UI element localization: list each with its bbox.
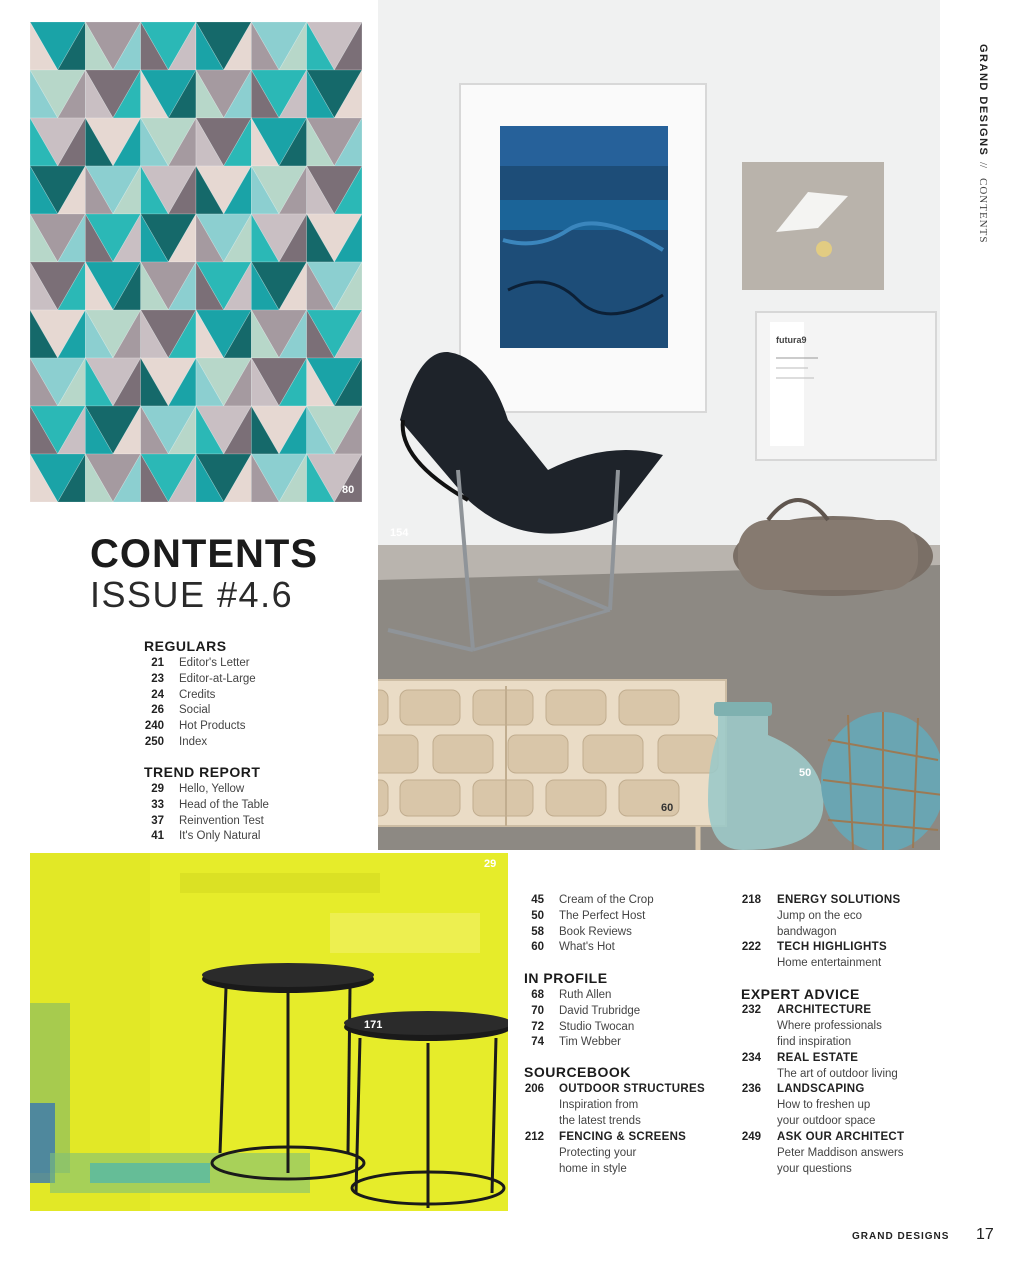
toc-label: Head of the Table [179,798,269,811]
chair-page-label: 154 [390,527,409,539]
yellow-painting-photo [30,853,508,1211]
toc-feature-title: ASK OUR ARCHITECT [777,1131,905,1143]
toc-feature-description: find inspiration [777,1035,852,1048]
toc-feature-title: ENERGY SOLUTIONS [777,894,901,906]
toc-page-number: 60 [531,941,544,954]
issue-subtitle: ISSUE #4.6 [90,574,294,615]
toc-label: Cream of the Crop [559,894,654,906]
toc-feature-title: TECH HIGHLIGHTS [777,941,887,953]
toc-feature-description: Inspiration from [559,1098,639,1111]
toc-label: Studio Twocan [559,1020,635,1033]
poster-brand-text: futura9 [776,335,807,345]
toc-feature-title: ARCHITECTURE [777,1004,872,1016]
toc-page-number: 206 [524,1083,544,1095]
toc-feature-description: the latest trends [559,1114,641,1127]
toc-page-number: 58 [531,925,544,938]
toc-page-number: 37 [151,814,164,827]
toc-feature-description: Protecting your [559,1146,637,1159]
vases-page-label: 50 [799,767,812,779]
toc-page-number: 234 [741,1052,761,1064]
toc-page-number: 212 [524,1131,544,1143]
toc-feature-description: The art of outdoor living [777,1067,898,1080]
side-tables-page-label: 171 [364,1019,383,1031]
trend-report-heading: TREND REPORT [144,764,261,780]
footer-brand: GRAND DESIGNS [852,1231,950,1242]
toc-page-number: 240 [144,720,164,733]
toc-page-number: 24 [151,688,164,701]
side-brand-text: GRAND DESIGNS [977,44,989,157]
toc-page-number: 21 [151,657,164,669]
toc-feature-description: Where professionals [777,1019,882,1032]
toc-page-number: 50 [531,909,544,922]
toc-page-number: 232 [741,1004,761,1016]
toc-page-number: 23 [151,672,164,685]
toc-label: Book Reviews [559,925,632,938]
toc-label: Editor-at-Large [179,672,256,685]
toc-page-number: 222 [741,941,761,953]
toc-feature-description: Home entertainment [777,956,882,969]
sourcebook-heading: SOURCEBOOK [524,1064,631,1080]
in-profile-heading: IN PROFILE [524,970,608,986]
toc-label: It's Only Natural [179,830,261,843]
toc-label: Hello, Yellow [179,783,245,795]
toc-label: Editor's Letter [179,657,250,669]
rug-photo [30,22,362,502]
toc-page-number: 236 [741,1083,761,1095]
rug-page-label: 80 [342,484,355,496]
toc-page-number: 41 [151,830,164,843]
side-separator-text: // [977,162,989,169]
toc-feature-title: FENCING & SCREENS [559,1131,687,1143]
toc-feature-title: OUTDOOR STRUCTURES [559,1083,705,1095]
toc-feature-description: Peter Maddison answers [777,1146,904,1159]
toc-page-number: 74 [531,1036,544,1049]
toc-feature-description: How to freshen up [777,1098,871,1111]
page-number: 17 [976,1226,994,1243]
toc-label: Index [179,736,208,748]
toc-feature-title: LANDSCAPING [777,1083,865,1095]
toc-label: David Trubridge [559,1004,641,1017]
room-photo [378,0,940,850]
toc-page-number: 70 [531,1004,544,1017]
toc-label: Credits [179,688,216,701]
toc-page-number: 249 [741,1131,761,1143]
toc-label: The Perfect Host [559,909,646,922]
regulars-heading: REGULARS [144,638,227,654]
toc-page-number: 33 [151,798,164,811]
toc-feature-description: bandwagon [777,925,837,938]
toc-page-number: 72 [531,1020,544,1033]
toc-page-number: 29 [151,783,164,795]
sideboard-page-label: 60 [661,802,674,814]
toc-label: Tim Webber [559,1036,621,1049]
toc-feature-description: Jump on the eco [777,909,863,922]
toc-page-number: 68 [531,989,544,1001]
yellow-painting-page-label: 29 [484,858,497,870]
toc-label: Reinvention Test [179,814,264,827]
toc-page-number: 45 [531,894,544,906]
toc-page-number: 26 [151,704,164,717]
expert-advice-heading: EXPERT ADVICE [741,986,860,1002]
side-section-text: CONTENTS [977,178,989,244]
toc-page-number: 250 [144,736,164,748]
toc-page-number: 218 [741,894,761,906]
toc-label: Hot Products [179,720,246,733]
toc-feature-description: home in style [559,1162,627,1175]
toc-label: What's Hot [559,941,615,954]
page-title: CONTENTS [90,532,318,576]
toc-label: Ruth Allen [559,989,612,1001]
toc-feature-description: your outdoor space [777,1114,876,1127]
toc-feature-title: REAL ESTATE [777,1052,859,1064]
toc-feature-description: your questions [777,1162,852,1175]
side-section-label [970,44,998,254]
toc-label: Social [179,704,211,717]
